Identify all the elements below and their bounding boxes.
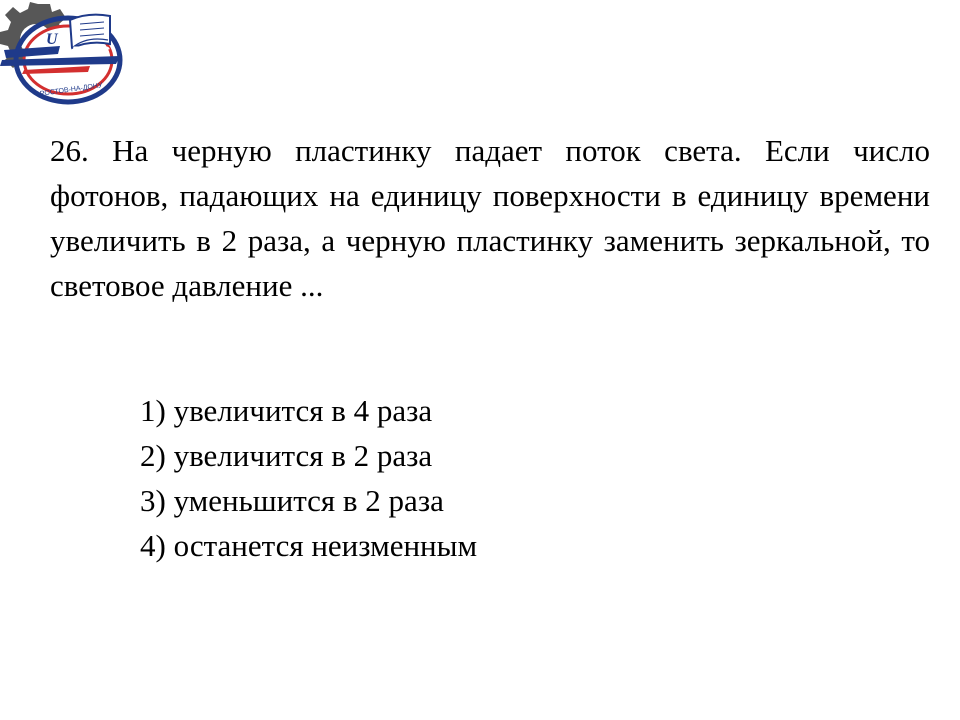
answer-option-4: 4) останется неизменным — [140, 528, 478, 563]
answer-option-3: 3) уменьшится в 2 раза — [140, 483, 444, 518]
answer-option-1: 1) увеличится в 4 раза — [140, 393, 433, 428]
question-text: 26. На черную пластинку падает поток света. Если число фотонов, падающих на единицу поверхности в единицу времени увеличить в 2 раза, а черную пластинку заменить зеркальной, то световое давление ... — [50, 133, 930, 303]
logo-emblem-icon — [0, 0, 140, 112]
logo-letter: U — [46, 31, 58, 48]
answer-options — [140, 388, 477, 568]
logo-text: РГУПС — [62, 43, 110, 59]
university-logo — [0, 0, 140, 112]
answer-option-2: 2) увеличится в 2 раза — [140, 438, 433, 473]
logo-ring-text: РОСТОВ-НА-ДОНУ — [39, 82, 103, 98]
